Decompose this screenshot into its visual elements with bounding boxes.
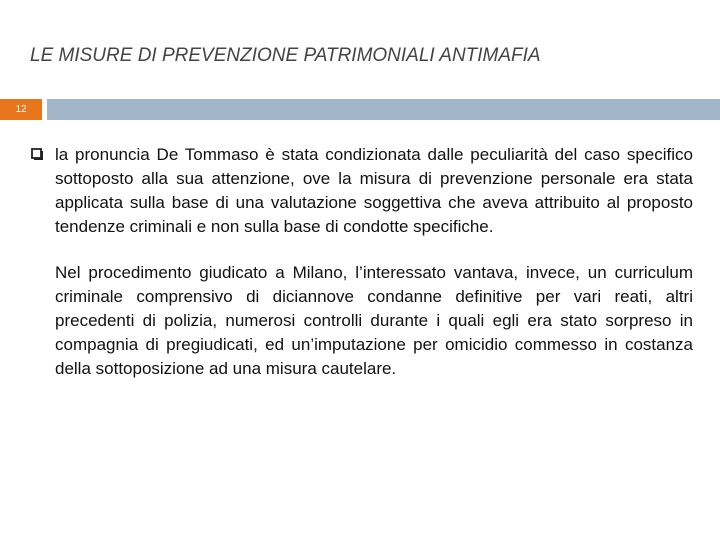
- hollow-square-bullet-icon: [30, 147, 44, 161]
- title-bar-divider: [47, 99, 720, 120]
- paragraph-de-tommaso: la pronuncia De Tommaso è stata condizionata dalle peculiarità del caso specifico sottoposto alla sua attenzione, ove la misura di prevenzione personale era stata applicata sulla base di una valutazione soggettiva che aveva attribuito al proposto tendenze criminali e non sulla base di condotte specifiche.: [55, 145, 693, 236]
- slide-number: 12: [0, 99, 42, 120]
- bullet-item: [30, 143, 693, 239]
- slide-title: LE MISURE DI PREVENZIONE PATRIMONIALI ANTIMAFIA: [30, 45, 541, 66]
- paragraph-milano: Nel procedimento giudicato a Milano, l’interessato vantava, invece, un curriculum criminale comprensivo di diciannove condanne definitive per vari reati, altri precedenti di polizia, numerosi controlli durante i quali egli era stato sorpreso in compagnia di pregiudicati, ed un’imputazione per omicidio commesso in costanza della sottoposizione ad una misura cautelare.: [55, 263, 693, 378]
- slide-content: [30, 143, 693, 381]
